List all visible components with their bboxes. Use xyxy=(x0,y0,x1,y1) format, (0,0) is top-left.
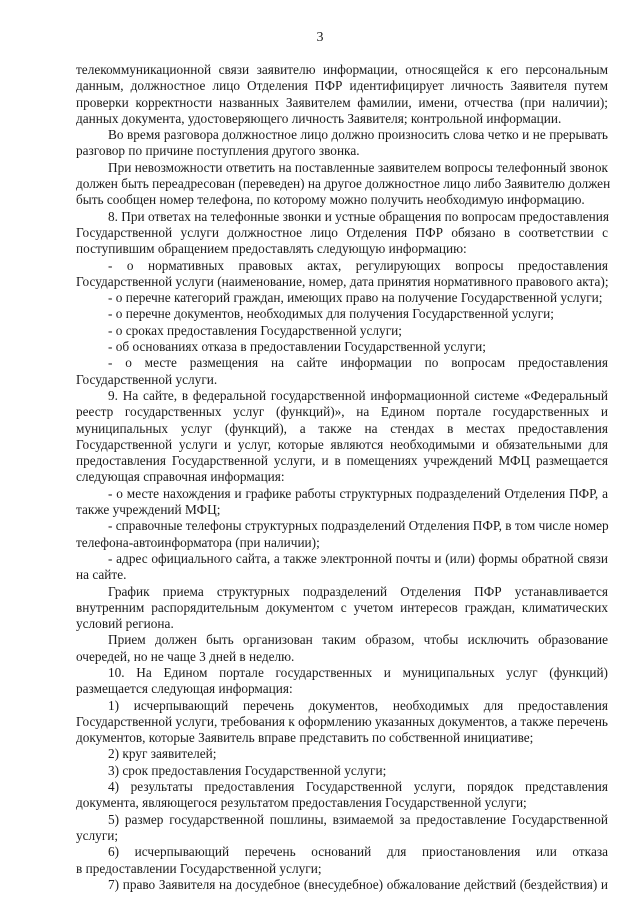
text-line: размещается следующая информация: xyxy=(76,681,293,697)
text-line: - о месте нахождения и графике работы структурных подразделений Отделения ПФР, а xyxy=(108,485,608,501)
text-line: Государственной услуги и услуг, которые являются необходимыми и обязательными для xyxy=(76,436,608,452)
text-line: График приема структурных подразделений Отделения ПФР устанавливается xyxy=(108,583,608,599)
text-line: поступившим обращением предоставлять следующую информацию: xyxy=(76,241,467,257)
text-line: 3) срок предоставления Государственной услуги; xyxy=(108,762,387,778)
text-line: данных документа, удостоверяющего личность Заявителя; контрольной информации. xyxy=(76,110,562,126)
text-line: Государственной услуги должностное лицо Отделения ПФР обязано в соответствии с xyxy=(76,224,608,240)
text-line: услуги; xyxy=(76,827,119,843)
document-body xyxy=(76,62,611,893)
text-line: 10. На Едином портале государственных и муниципальных услуг (функций) xyxy=(108,664,608,680)
text-line: 5) размер государственной пошлины, взимаемой за предоставление Государственной xyxy=(108,811,608,827)
text-line: очередей, но не чаще 3 дней в неделю. xyxy=(76,648,295,664)
text-line: в предоставлении Государственной услуги; xyxy=(76,860,322,876)
text-line: Прием должен быть организован таким образом, чтобы исключить образование xyxy=(108,632,608,648)
text-line: 4) результаты предоставления Государственной услуги, порядок представления xyxy=(108,779,608,795)
text-line: внутренним распорядительным документом с учетом интересов граждан, климатических xyxy=(76,599,608,615)
text-line: быть сообщен номер телефона, по которому можно получить необходимую информацию. xyxy=(76,192,585,208)
text-line: данным, должностное лицо Отделения ПФР идентифицирует личность Заявителя путем xyxy=(76,78,608,94)
text-line: 2) круг заявителей; xyxy=(108,746,217,762)
text-line: Государственной услуги. xyxy=(76,371,218,387)
text-line: условий региона. xyxy=(76,616,174,632)
text-line: 7) право Заявителя на досудебное (внесудебное) обжалование действий (бездействия) и xyxy=(108,876,608,892)
text-line: Государственной услуги, требования к оформлению указанных документов, а также перечень xyxy=(76,713,608,729)
text-line: документов, которые Заявитель вправе представить по собственной инициативе; xyxy=(76,730,534,746)
text-line: также учреждений МФЦ; xyxy=(76,502,221,518)
text-line: разговор по причине поступления другого звонка. xyxy=(76,143,360,159)
text-line: Государственной услуги (наименование, номер, дата принятия нормативного правового акта); xyxy=(76,273,609,289)
text-line: реестр государственных услуг (функций)», на Едином портале государственных и xyxy=(76,404,608,420)
text-line: - справочные телефоны структурных подразделений Отделения ПФР, в том числе номер xyxy=(108,518,609,534)
text-line: 8. При ответах на телефонные звонки и устные обращения по вопросам предоставления xyxy=(108,208,609,224)
text-line: - адрес официального сайта, а также электронной почты и (или) формы обратной связи xyxy=(108,550,608,566)
text-line: телекоммуникационной связи заявителю информации, относящейся к его персональным xyxy=(76,62,608,77)
text-line: - о перечне категорий граждан, имеющих право на получение Государственной услуги; xyxy=(108,290,603,306)
text-line: должен быть переадресован (переведен) на другое должностное лицо либо Заявителю должен xyxy=(76,176,611,192)
text-line: При невозможности ответить на поставленные заявителем вопросы телефонный звонок xyxy=(108,159,608,175)
text-line: документа, являющегося результатом предоставления Государственной услуги; xyxy=(76,795,527,811)
text-line: - о нормативных правовых актах, регулирующих вопросы предоставления xyxy=(108,257,608,273)
text-line: - о перечне документов, необходимых для получения Государственной услуги; xyxy=(108,306,554,322)
text-line: 1) исчерпывающий перечень документов, необходимых для предоставления xyxy=(108,697,608,713)
text-line: телефона-автоинформатора (при наличии); xyxy=(76,534,320,550)
text-line: на сайте. xyxy=(76,567,127,583)
text-line: - об основаниях отказа в предоставлении Государственной услуги; xyxy=(108,339,486,355)
text-line: предоставления Государственной услуги, и в помещениях учреждений МФЦ размещается xyxy=(76,453,608,469)
page-number: 3 xyxy=(316,30,324,45)
text-line: - о сроках предоставления Государственной услуги; xyxy=(108,322,402,338)
text-line: следующая справочная информация: xyxy=(76,469,285,485)
text-line: Во время разговора должностное лицо должно произносить слова четко и не прерывать xyxy=(108,127,608,143)
text-line: 6) исчерпывающий перечень оснований для приостановления или отказа xyxy=(108,844,608,860)
text-line: 9. На сайте, в федеральной государственной информационной системе «Федеральный xyxy=(108,387,608,403)
text-line: проверки корректности названных Заявителем фамилии, имени, отчества (при наличии); xyxy=(76,94,608,110)
text-line: - о месте размещения на сайте информации по вопросам предоставления xyxy=(108,355,608,371)
text-line: муниципальных услуг (функций), а также на стендах в местах предоставления xyxy=(76,420,608,436)
